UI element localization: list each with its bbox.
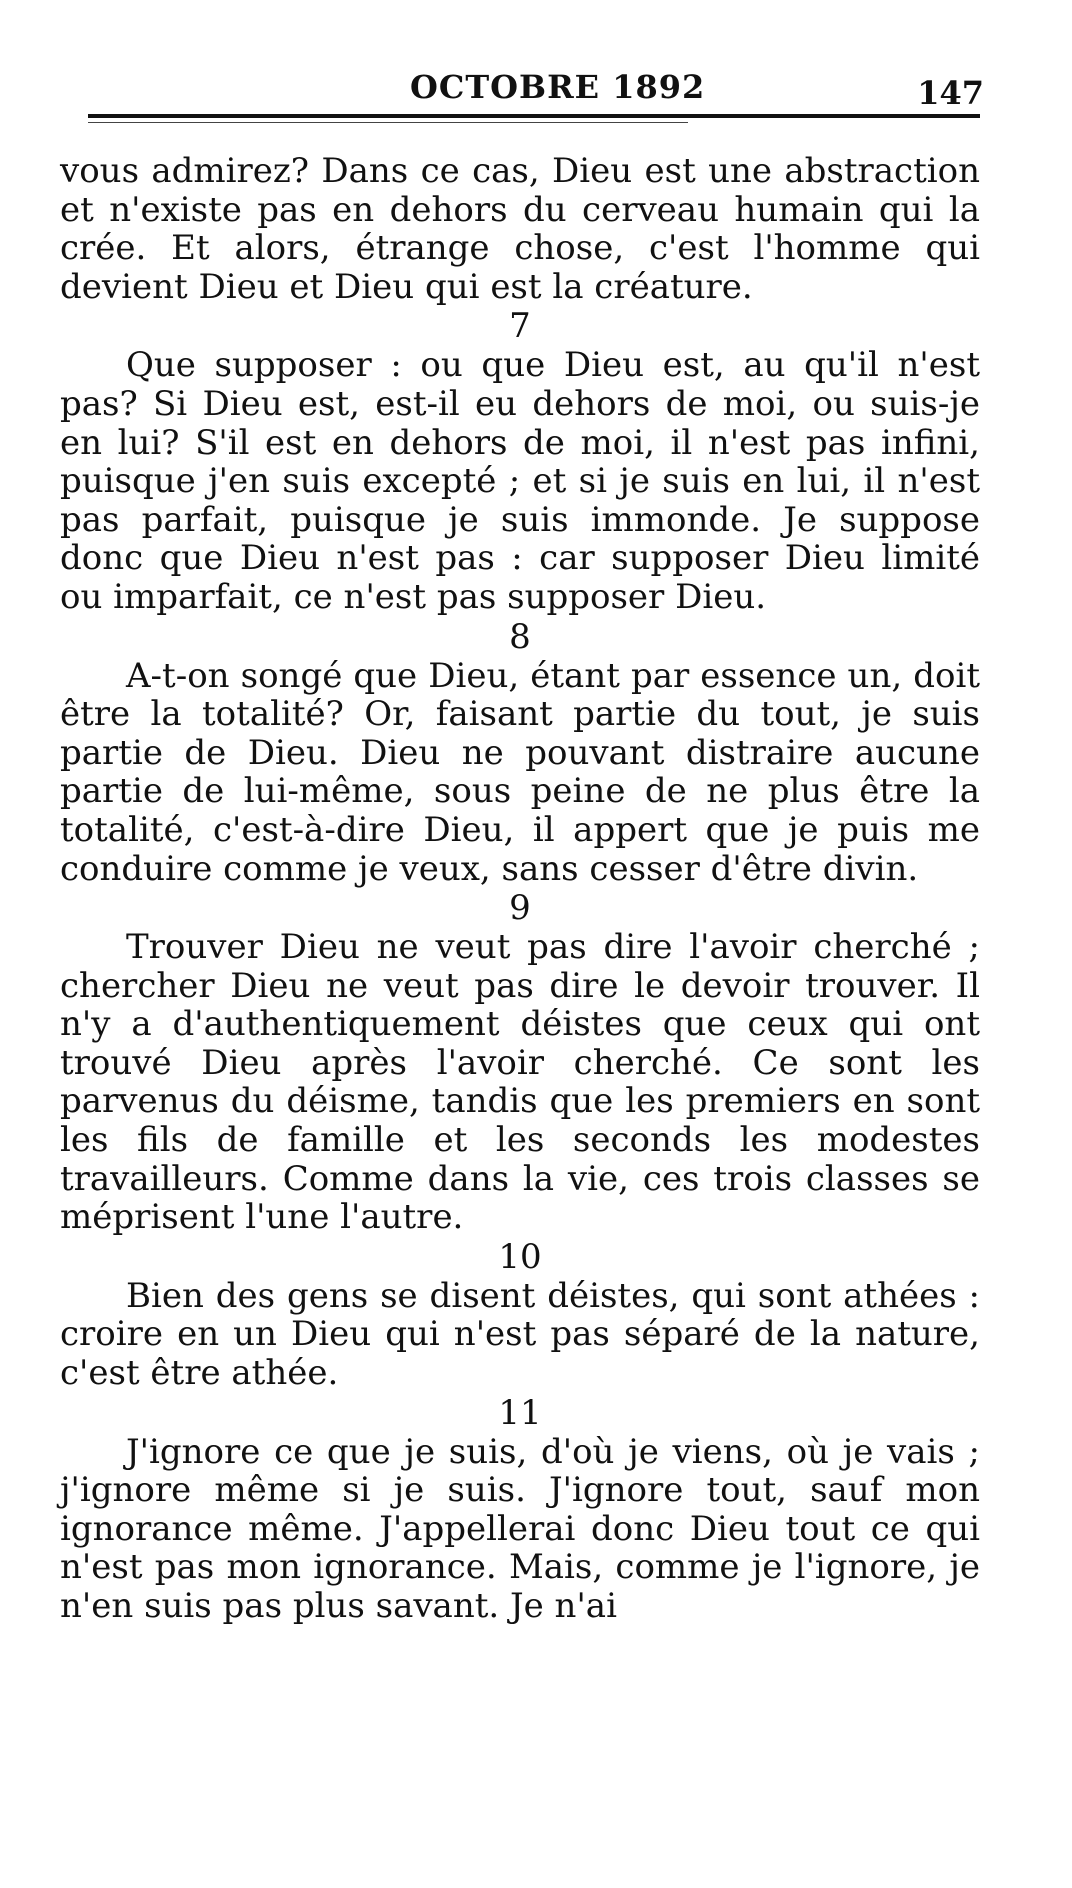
running-title: OCTOBRE 1892 (410, 68, 706, 106)
paragraph: Que supposer : ou que Dieu est, au qu'il n'est pas? Si Dieu est, est-il eu dehors de moi, ou suis-je en lui? S'il est en dehors de moi, il n'est pas infini, puisque j'en suis excepté ; et si je suis en lui, il n'est pas parfait, puisque je suis immonde. Je suppose donc que Dieu n'est pas : car supposer Dieu limité ou imparfait, ce n'est pas supposer Dieu. (60, 345, 980, 617)
header-rule-thin (88, 122, 688, 123)
paragraph: J'ignore ce que je suis, d'où je viens, où je vais ; j'ignore même si je suis. J'ignore tout, sauf mon ignorance même. J'appellerai donc Dieu tout ce qui n'est pas mon ignorance. Mais, comme je l'ignore, je n'en suis pas plus savant. Je n'ai (60, 1431, 980, 1626)
section-number: 11 (498, 1392, 542, 1433)
header-rule (88, 114, 980, 118)
paragraph-continuation: vous admirez? Dans ce cas, Dieu est une abstraction et n'existe pas en dehors du cerveau humain qui la crée. Et alors, étrange chose, c'est l'homme qui devient Dieu et Dieu qui est la créature. (60, 151, 980, 307)
paragraph: Bien des gens se disent déistes, qui sont athées : croire en un Dieu qui n'est pas séparé de la nature, c'est être athée. (60, 1275, 980, 1394)
section-number: 8 (509, 616, 531, 657)
body-text (60, 152, 980, 1626)
section-number: 7 (509, 306, 531, 347)
paragraph: Trouver Dieu ne veut pas dire l'avoir cherché ; chercher Dieu ne veut pas dire le devoir trouver. Il n'y a d'authentiquement déistes que ceux qui ont trouvé Dieu après l'avoir cherché. Ce sont les parvenus du déisme, tandis que les premiers en sont les fils de famille et les seconds les modestes travailleurs. Comme dans la vie, ces trois classes se méprisent l'une l'autre. (60, 927, 980, 1238)
page-header (0, 60, 1072, 120)
paragraph: A-t-on songé que Dieu, étant par essence un, doit être la totalité? Or, faisant partie du tout, je suis partie de Dieu. Dieu ne pouvant distraire aucune partie de lui-même, sous peine de ne plus être la totalité, c'est-à-dire Dieu, il appert que je puis me conduire comme je veux, sans cesser d'être divin. (60, 655, 980, 889)
section-number: 10 (498, 1236, 542, 1277)
page-number: 147 (917, 74, 984, 112)
section-number: 9 (509, 888, 531, 929)
